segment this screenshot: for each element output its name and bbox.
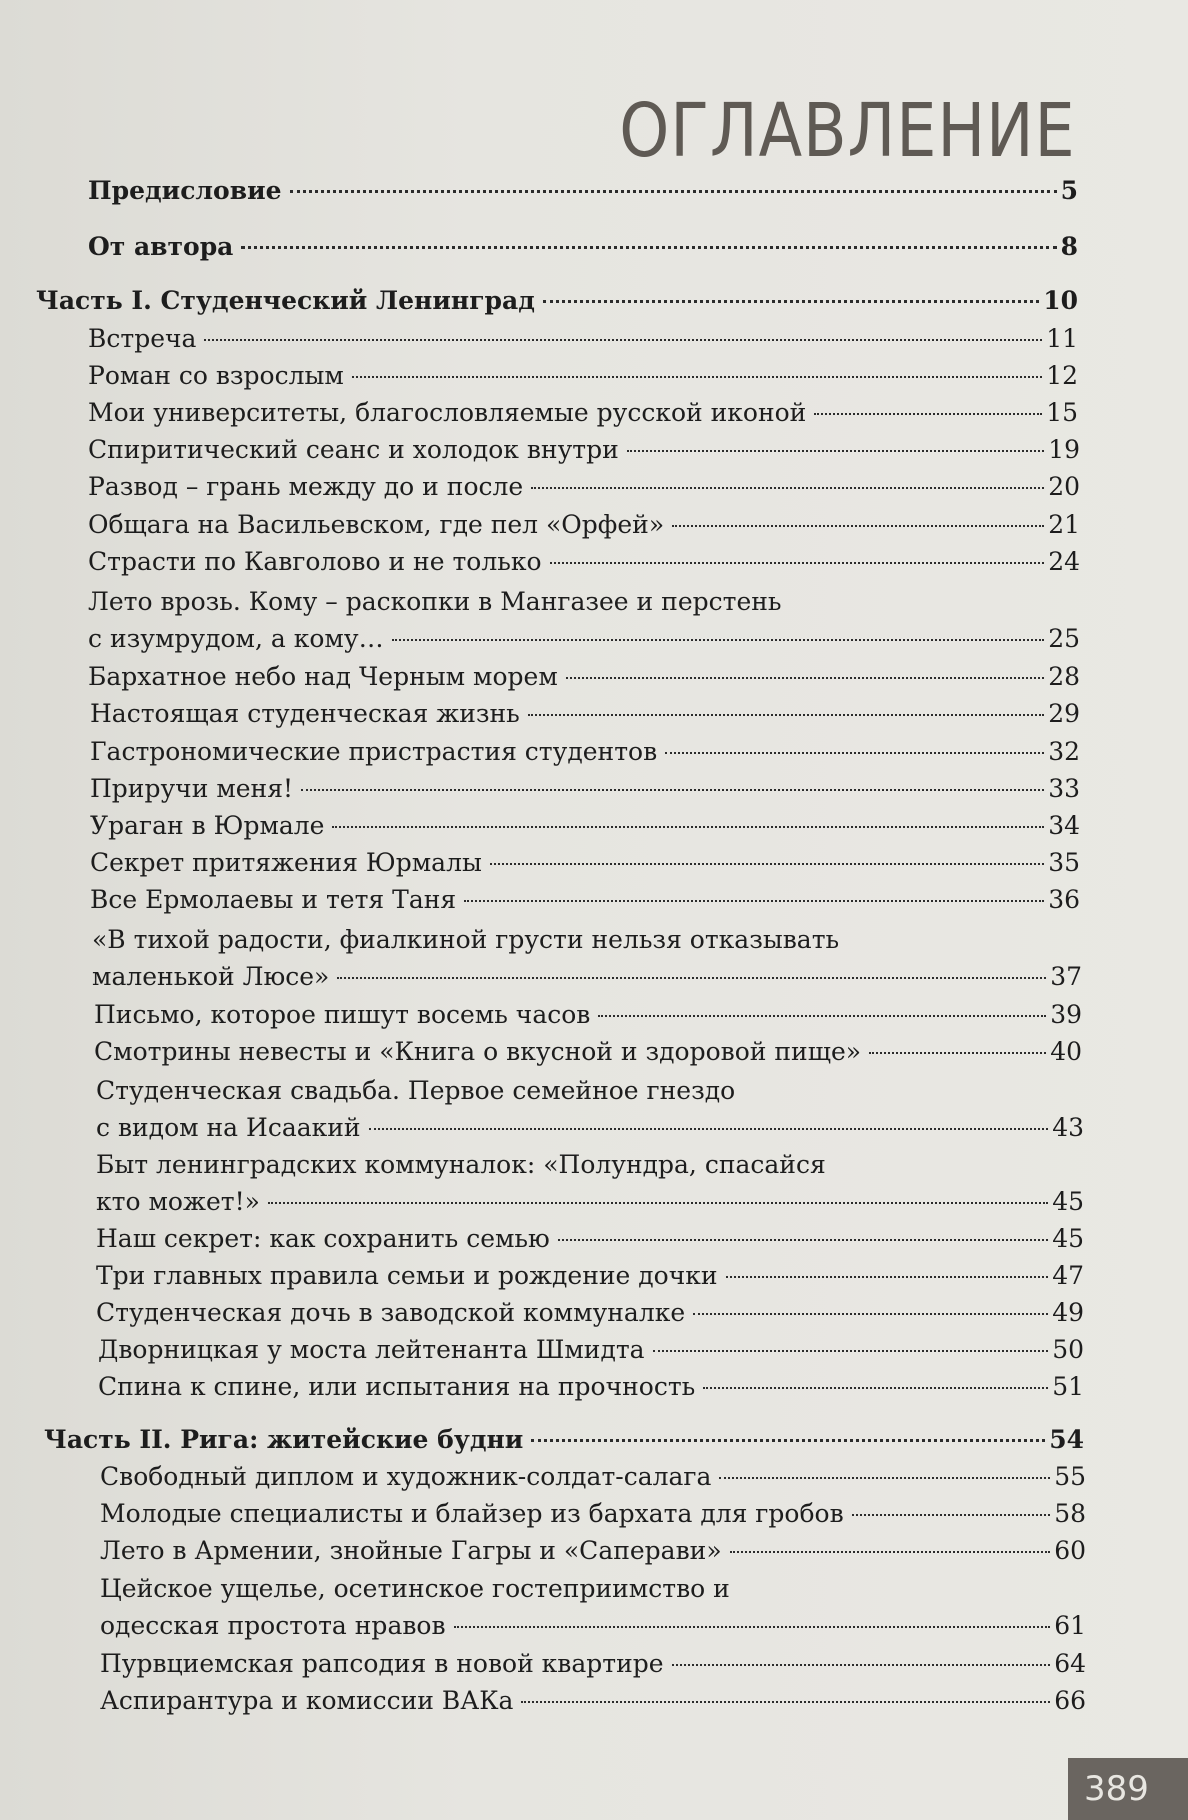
dot-leader [726, 1276, 1049, 1278]
toc-entry-page: 21 [1048, 510, 1080, 539]
toc-entry [100, 1607, 1086, 1644]
toc-entry-title: Гастрономические пристрастия студентов [90, 737, 658, 766]
toc-entry-title-line: Цейское ущелье, осетинское гостеприимство и [100, 1574, 730, 1603]
dot-leader [653, 1350, 1049, 1352]
toc-entry-title: Свободный диплом и художник-солдат-салага [100, 1462, 712, 1491]
toc-entry-title: Часть II. Рига: житейские будни [44, 1425, 524, 1454]
dot-leader [332, 826, 1044, 828]
toc-entry-page: 28 [1048, 662, 1080, 691]
toc-entry-title: с изумрудом, а кому… [88, 624, 384, 653]
toc-entry-title: Общага на Васильевском, где пел «Орфей» [88, 510, 665, 539]
toc-entry-page: 35 [1048, 848, 1080, 877]
toc-entry-page: 34 [1048, 811, 1080, 840]
dot-leader [703, 1387, 1048, 1389]
toc-entry-preface [88, 172, 1078, 209]
dot-leader [543, 300, 1039, 303]
toc-entry [90, 770, 1080, 807]
dot-leader [454, 1626, 1051, 1628]
dot-leader [301, 789, 1044, 791]
dot-leader [852, 1514, 1051, 1516]
toc-entry [88, 543, 1080, 580]
toc-entry [92, 958, 1082, 995]
toc-entry-title: Аспирантура и комиссии ВАКа [100, 1686, 514, 1715]
dot-leader [241, 246, 1056, 249]
dot-leader [693, 1313, 1048, 1315]
toc-entry [88, 506, 1080, 543]
page-heading: ОГЛАВЛЕНИЕ [619, 88, 1076, 174]
toc-entry-title: Мои университеты, благословляемые русской иконой [88, 398, 807, 427]
toc-entry-title: Роман со взрослым [88, 361, 344, 390]
toc-entry-page: 8 [1060, 232, 1078, 261]
toc-entry-title: Часть I. Студенческий Ленинград [36, 286, 535, 315]
toc-entry-page: 10 [1043, 286, 1078, 315]
toc-entry-page: 49 [1052, 1298, 1084, 1327]
toc-entry-page: 20 [1048, 472, 1080, 501]
dot-leader [464, 900, 1044, 902]
dot-leader [598, 1015, 1046, 1017]
toc-entry [88, 320, 1078, 357]
toc-entry-title: Письмо, которое пишут восемь часов [94, 1000, 591, 1029]
toc-entry-page: 45 [1052, 1187, 1084, 1216]
toc-entry [88, 431, 1080, 468]
toc-entry [94, 996, 1082, 1033]
toc-entry-title-line: Студенческая свадьба. Первое семейное гнездо [96, 1076, 736, 1105]
toc-entry-title: Студенческая дочь в заводской коммуналке [96, 1298, 686, 1327]
toc-entry [98, 1368, 1084, 1405]
toc-entry-page: 24 [1048, 547, 1080, 576]
toc-entry [88, 620, 1080, 657]
dot-leader [558, 1239, 1048, 1241]
dot-leader [490, 863, 1044, 865]
dot-leader [369, 1128, 1049, 1130]
toc-entry [90, 807, 1080, 844]
toc-entry-title: маленькой Люсе» [92, 962, 330, 991]
toc-entry [100, 1458, 1086, 1495]
dot-leader [672, 1664, 1051, 1666]
toc-entry-title: Спина к спине, или испытания на прочность [98, 1372, 696, 1401]
toc-entry-page: 51 [1052, 1372, 1084, 1401]
toc-entry-page: 5 [1060, 176, 1078, 205]
toc-entry-title-line: «В тихой радости, фиалкиной грусти нельзя отказывать [92, 925, 840, 954]
toc-entry [100, 1532, 1086, 1569]
toc-entry-title: Страсти по Кавголово и не только [88, 547, 542, 576]
toc-entry-page: 36 [1048, 885, 1080, 914]
toc-entry-page: 40 [1050, 1037, 1082, 1066]
toc-entry-page: 33 [1048, 774, 1080, 803]
dot-leader [337, 977, 1046, 979]
toc-entry [96, 1220, 1084, 1257]
toc-entry [96, 1183, 1084, 1220]
toc-entry [100, 1645, 1086, 1682]
toc-entry [90, 733, 1080, 770]
dot-leader [730, 1551, 1051, 1553]
toc-entry-page: 60 [1054, 1536, 1086, 1565]
toc-entry-title: с видом на Исаакий [96, 1113, 361, 1142]
toc-entry-page: 64 [1054, 1649, 1086, 1678]
toc-entry [90, 881, 1080, 918]
dot-leader [814, 413, 1042, 415]
toc-entry-page: 50 [1052, 1335, 1084, 1364]
toc-entry [94, 1033, 1082, 1070]
dot-leader [550, 562, 1045, 564]
toc-entry-page: 66 [1054, 1686, 1086, 1715]
toc-entry-title: Все Ермолаевы и тетя Таня [90, 885, 457, 914]
dot-leader [566, 677, 1044, 679]
dot-leader [672, 525, 1044, 527]
toc-entry-page: 47 [1052, 1261, 1084, 1290]
toc-entry [88, 357, 1078, 394]
toc-entry-title: Настоящая студенческая жизнь [90, 699, 520, 728]
toc-entry-page: 45 [1052, 1224, 1084, 1253]
toc-entry-title: Приручи меня! [90, 774, 294, 803]
toc-entry-title: кто может!» [96, 1187, 260, 1216]
toc-entry-page: 37 [1050, 962, 1082, 991]
dot-leader [521, 1701, 1050, 1703]
dot-leader [627, 450, 1044, 452]
dot-leader [531, 1439, 1045, 1442]
toc-entry-title: Предисловие [88, 176, 282, 205]
dot-leader [268, 1202, 1048, 1204]
toc-entry-page: 25 [1048, 624, 1080, 653]
toc-entry [100, 1495, 1086, 1532]
toc-entry-title-line: Лето врозь. Кому – раскопки в Мангазее и перстень [88, 587, 782, 616]
toc-entry-title: одесская простота нравов [100, 1611, 446, 1640]
toc-entry [88, 658, 1080, 695]
toc-entry-title: От автора [88, 232, 234, 261]
toc-entry-page: 29 [1048, 699, 1080, 728]
dot-leader [392, 639, 1045, 641]
toc-entry-title: Пурвциемская рапсодия в новой квартире [100, 1649, 664, 1678]
toc-entry-title: Спиритический сеанс и холодок внутри [88, 435, 619, 464]
dot-leader [869, 1052, 1046, 1054]
toc-entry [100, 1682, 1086, 1719]
toc-entry [90, 844, 1080, 881]
toc-entry [96, 1109, 1084, 1146]
toc-entry-page: 55 [1054, 1462, 1086, 1491]
toc-entry-title: Секрет притяжения Юрмалы [90, 848, 482, 877]
toc-entry-title: Бархатное небо над Черным морем [88, 662, 558, 691]
toc-entry-page: 32 [1048, 737, 1080, 766]
toc-entry-page: 58 [1054, 1499, 1086, 1528]
dot-leader [665, 752, 1044, 754]
toc-entry-page: 43 [1052, 1113, 1084, 1142]
toc-entry-title-line: Быт ленинградских коммуналок: «Полундра, спасайся [96, 1150, 826, 1179]
toc-entry [96, 1294, 1084, 1331]
toc-entry [88, 394, 1078, 431]
toc-entry-title: Дворницкая у моста лейтенанта Шмидта [98, 1335, 645, 1364]
dot-leader [290, 190, 1057, 193]
toc-entry-page: 12 [1046, 361, 1078, 390]
toc-entry-title: Встреча [88, 324, 197, 353]
dot-leader [528, 714, 1044, 716]
toc-entry-from-author [88, 228, 1078, 265]
toc-entry-page: 39 [1050, 1000, 1082, 1029]
toc-entry-title: Наш секрет: как сохранить семью [96, 1224, 550, 1253]
toc-entry-title: Развод – грань между до и после [88, 472, 524, 501]
toc-entry-title: Лето в Армении, знойные Гагры и «Саперави» [100, 1536, 722, 1565]
toc-part-heading [36, 282, 1078, 319]
dot-leader [719, 1477, 1050, 1479]
page-number-badge: 389 [1068, 1758, 1188, 1820]
toc-entry-page: 54 [1049, 1425, 1084, 1454]
toc-entry [88, 468, 1080, 505]
toc-entry-title: Смотрины невесты и «Книга о вкусной и здоровой пище» [94, 1037, 862, 1066]
dot-leader [352, 376, 1042, 378]
dot-leader [204, 339, 1042, 341]
dot-leader [531, 487, 1044, 489]
toc-entry [96, 1257, 1084, 1294]
toc-entry-page: 15 [1046, 398, 1078, 427]
toc-entry-title: Ураган в Юрмале [90, 811, 325, 840]
toc-entry-page: 11 [1046, 324, 1078, 353]
toc-entry-title: Молодые специалисты и блайзер из бархата для гробов [100, 1499, 844, 1528]
toc-entry [90, 695, 1080, 732]
toc-entry-page: 61 [1054, 1611, 1086, 1640]
toc-entry-page: 19 [1048, 435, 1080, 464]
toc-entry [98, 1331, 1084, 1368]
toc-entry-title: Три главных правила семьи и рождение дочки [96, 1261, 718, 1290]
toc-part-heading [44, 1421, 1084, 1458]
